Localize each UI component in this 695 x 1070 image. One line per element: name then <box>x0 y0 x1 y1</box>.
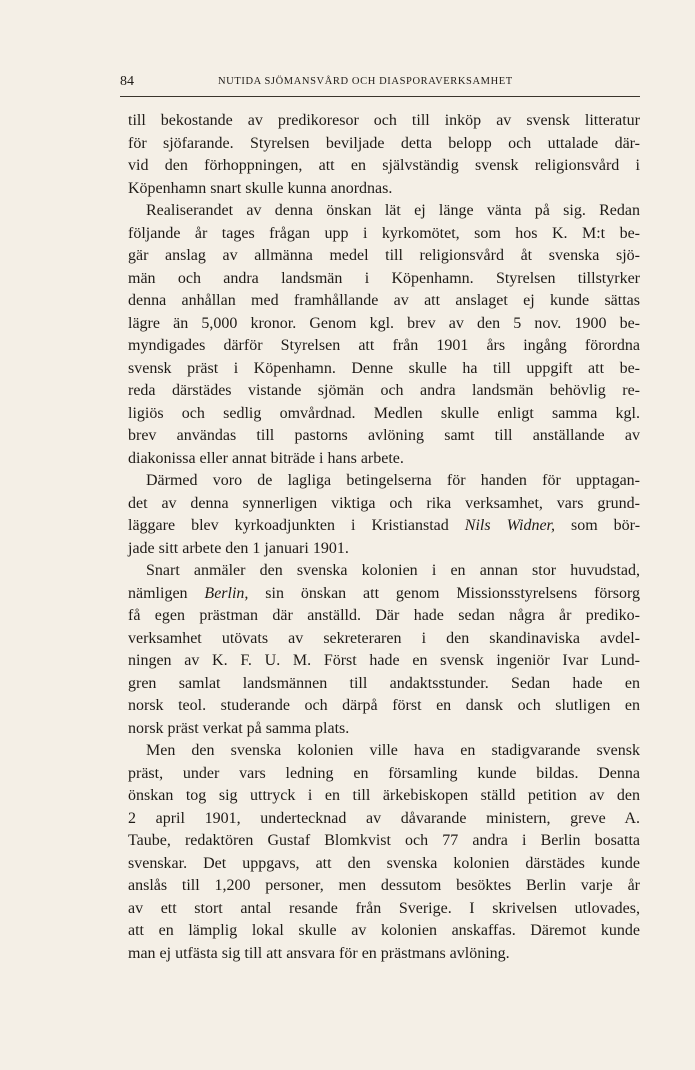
text-line: ningen av K. F. U. M. Först hade en svensk ingeniör Ivar Lund- <box>128 652 640 669</box>
text-segment: sin önskan att genom Missionsstyrelsens försorg <box>265 584 641 602</box>
paragraph <box>128 560 640 740</box>
text-line: få egen prästman där anställd. Där hade sedan några år prediko- <box>128 607 640 624</box>
page-header <box>120 74 640 94</box>
text-line: lägre än 5,000 kronor. Genom kgl. brev av den 5 nov. 1900 be- <box>128 314 640 332</box>
text-segment: läggare blev kyrkoadjunkten i Kristianstad <box>128 517 449 534</box>
text-line: gär anslag av allmänna medel till religionsvård åt svenska sjö- <box>128 247 640 264</box>
text-line: det av denna synnerligen viktiga och rika verksamhet, vars grund- <box>128 494 640 512</box>
running-head: NUTIDA SJÖMANSVÅRD OCH DIASPORAVERKSAMHET <box>218 76 513 87</box>
text-line: Snart anmäler den svenska kolonien i en annan stor huvudstad, <box>146 562 640 579</box>
text-line: till bekostande av predikoresor och till inköp av svensk litteratur <box>128 112 640 129</box>
text-line: Men den svenska kolonien ville hava en stadigvarande svensk <box>146 742 640 759</box>
text-line: av ett stort antal resande från Sverige. I skrivelsen utlovades, <box>128 899 640 917</box>
paragraph <box>128 470 640 560</box>
text-line: Köpenhamn snart skulle kunna anordnas. <box>128 179 393 197</box>
text-line: präst, under vars ledning en församling kunde bildas. Denna <box>128 764 640 782</box>
body-text <box>128 110 640 965</box>
text-line: gren samlat landsmännen till andaktsstunder. Sedan hade en <box>128 674 640 692</box>
paragraph <box>128 110 640 200</box>
text-line: Därmed voro de lagliga betingelserna för handen för upptagan- <box>146 472 640 489</box>
text-line: man ej utfästa sig till att ansvara för en prästmans avlöning. <box>128 944 510 962</box>
text-line: svenskar. Det uppgavs, att den svenska kolonien därstädes kunde <box>128 854 640 872</box>
text-line: för sjöfarande. Styrelsen beviljade detta belopp och uttalade där- <box>128 134 640 152</box>
text-line: vid den förhoppningen, att en självständig svensk religionsvård i <box>128 157 640 174</box>
text-line: brev användas till pastorns avlöning samt till anställande av <box>128 427 640 444</box>
text-line: svensk präst i Köpenhamn. Denne skulle ha till uppgift att be- <box>128 359 640 377</box>
text-line: Taube, redaktören Gustaf Blomkvist och 77 andra i Berlin bosatta <box>128 832 640 849</box>
paragraph <box>128 740 640 965</box>
text-line: norsk teol. studerande och därpå först en dansk och slutligen en <box>128 697 640 714</box>
text-line: 2 april 1901, undertecknad av dåvarande ministern, greve A. <box>128 809 640 827</box>
text-line: anslås till 1,200 personer, men dessutom besöktes Berlin varje år <box>128 877 640 894</box>
text-line: jade sitt arbete den 1 januari 1901. <box>128 539 349 557</box>
text-line: norsk präst verkat på samma plats. <box>128 719 350 737</box>
text-line: verksamhet utövats av sekreteraren i den skandinaviska avdel- <box>128 629 640 647</box>
person-name: Nils Widner, <box>464 517 556 534</box>
header-rule <box>120 96 640 97</box>
text-line-mixed <box>128 515 640 538</box>
page-number: 84 <box>120 74 134 89</box>
text-line: män och andra landsmän i Köpenhamn. Styrelsen tillstyrker <box>128 269 640 287</box>
text-line: följande år tages frågan upp i kyrkomötet, som hos K. M:t be- <box>128 224 640 242</box>
text-line-mixed <box>128 583 640 606</box>
text-line: önskan tog sig uttryck i en till ärkebiskopen ställd petition av den <box>128 787 640 804</box>
text-line: att en lämplig lokal skulle av kolonien anskaffas. Däremot kunde <box>128 922 640 939</box>
text-segment: som bör- <box>571 517 641 534</box>
text-line: denna anhållan med framhållande av att anslaget ej kunde sättas <box>128 292 640 309</box>
city-name: Berlin, <box>204 584 249 602</box>
text-line: Realiserandet av denna önskan lät ej länge vänta på sig. Redan <box>146 202 640 219</box>
text-line: reda därstädes vistande sjömän och andra landsmän behövlig re- <box>128 382 640 399</box>
text-line: diakonissa eller annat biträde i hans arbete. <box>128 449 404 467</box>
text-segment: nämligen <box>128 584 188 602</box>
text-line: myndigades därför Styrelsen att från 1901 års ingång förordna <box>128 337 640 354</box>
text-line: ligiös och sedlig omvårdnad. Medlen skulle enligt samma kgl. <box>128 404 640 422</box>
paragraph <box>128 200 640 470</box>
